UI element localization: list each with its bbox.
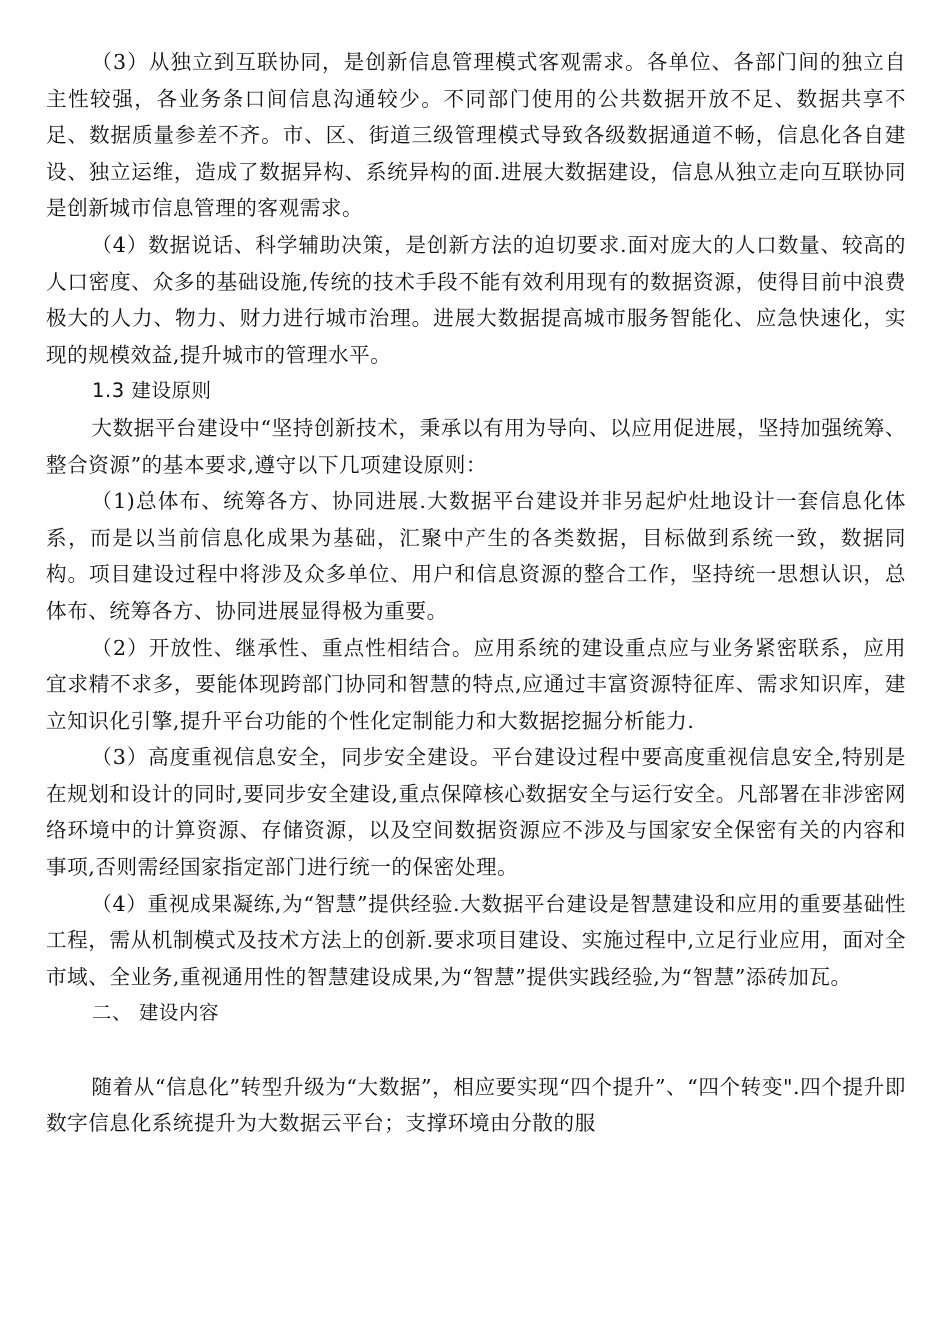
paragraph-6: （3）高度重视信息安全，同步安全建设。平台建设过程中要高度重视信息安全,特别是在规划和设计的同时,要同步安全建设,重点保障核心数据安全与运行安全。凡部署在非涉密网络环境中的计算资源、存储资源，以及空间数据资源应不涉及与国家安全保密有关的内容和事项,否则需经国家指定部门进行统一的保密处理。: [46, 745, 906, 880]
paragraph-4: （1)总体布、统筹各方、协同进展.大数据平台建设并非另起炉灶地设计一套信息化体系，而是以当前信息化成果为基础，汇聚中产生的各类数据，目标做到系统一致，数据同构。项目建设过程中将涉及众多单位、用户和信息资源的整合工作，坚持统一思想认识，总体布、统筹各方、协同进展显得极为重要。: [46, 489, 906, 623]
section-heading-2: 二、 建设内容: [92, 1001, 220, 1025]
paragraph-2: （4）数据说话、科学辅助决策，是创新方法的迫切要求.面对庞大的人口数量、较高的人口密度、众多的基础设施,传统的技术手段不能有效利用现有的数据资源，使得目前中浪费极大的人力、物力、财力进行城市治理。进展大数据提高城市服务智能化、应急快速化，实现的规模效益,提升城市的管理水平。: [46, 232, 906, 367]
paragraph-1: （3）从独立到互联协同，是创新信息管理模式客观需求。各单位、各部门间的独立自主性较强，各业务条口间信息沟通较少。不同部门使用的公共数据开放不足、数据共享不足、数据质量参差不齐。市、区、街道三级管理模式导致各级数据通道不畅，信息化各自建设、独立运维，造成了数据异构、系统异构的面.进展大数据建设，信息从独立走向互联协同是创新城市信息管理的客观需求。: [46, 50, 906, 221]
section-heading-1-3: 1.3 建设原则: [92, 379, 212, 403]
document-page: [46, 44, 906, 1142]
paragraph-7: （4）重视成果凝练,为“智慧”提供经验.大数据平台建设是智慧建设和应用的重要基础性工程，需从机制模式及技术方法上的创新.要求项目建设、实施过程中,立足行业应用，面对全市域、全业务,重视通用性的智慧建设成果,为“智慧”提供实践经验,为“智慧”添砖加瓦。: [46, 891, 906, 989]
paragraph-3: 大数据平台建设中“坚持创新技术，秉承以有用为导向、以应用促进展，坚持加强统筹、整合资源”的基本要求,遵守以下几项建设原则：: [46, 415, 906, 477]
paragraph-5: （2）开放性、继承性、重点性相结合。应用系统的建设重点应与业务紧密联系，应用宜求精不求多，要能体现跨部门协同和智慧的特点,应通过丰富资源特征库、需求知识库，建立知识化引擎,提升平台功能的个性化定制能力和大数据挖掘分析能力.: [46, 635, 906, 733]
blank-line: [46, 1032, 906, 1069]
paragraph-8: 随着从“信息化”转型升级为“大数据”，相应要实现“四个提升”、“四个转变".四个提升即数字信息化系统提升为大数据云平台；支撑环境由分散的服: [46, 1074, 906, 1136]
